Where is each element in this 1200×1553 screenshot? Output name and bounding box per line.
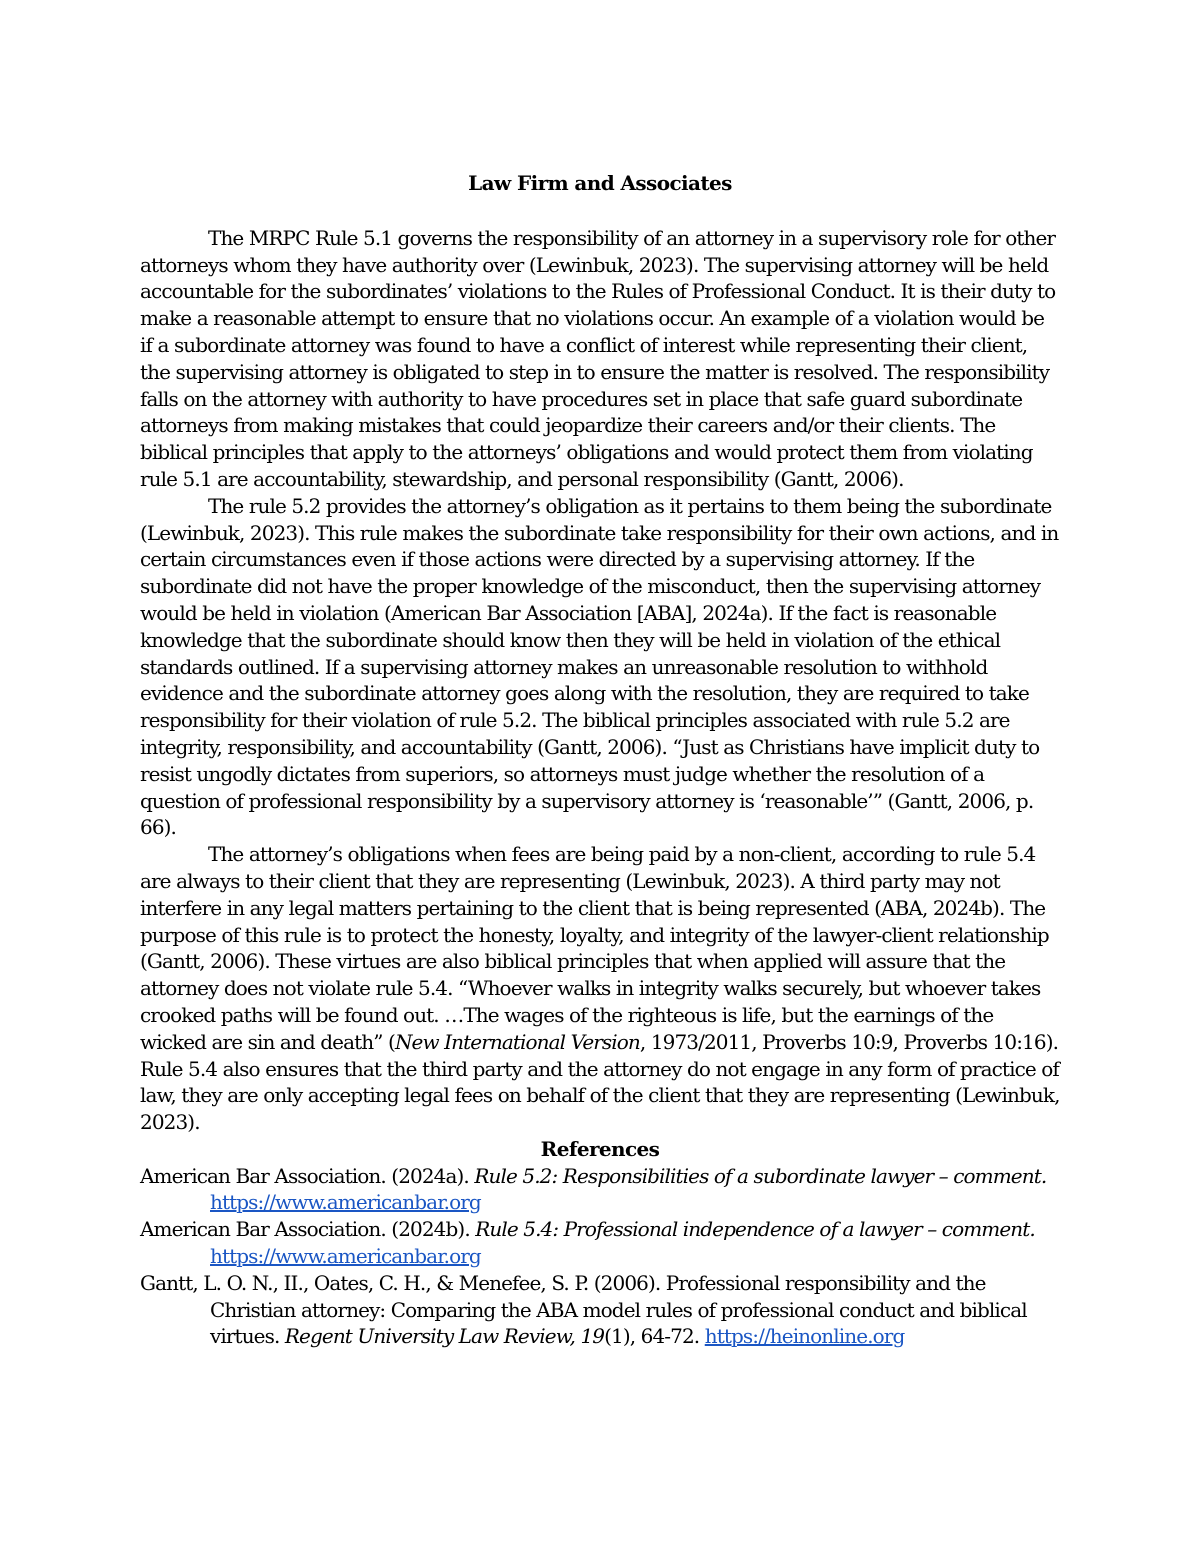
reference-1-title: Rule 5.2: Responsibilities of a subordinate lawyer – comment. — [474, 1163, 1047, 1188]
reference-2-author-date: American Bar Association. (2024b). — [140, 1217, 476, 1242]
reference-3-journal: Regent University Law Review, 19 — [284, 1324, 605, 1349]
reference-item — [140, 1163, 1060, 1217]
reference-item — [140, 1216, 1060, 1270]
paragraph-3-text-start: The attorney’s obligations when fees are being paid by a non-client, according to rule 5.4 are always to their client that they are representing (Lewinbuk, 2023). A third party may not interfere in any legal matters pertaining to the client that is being represented (ABA, 2024b). The purpose of this rule is to protect the honesty, loyalty, and integrity of the lawyer-client relationship (Gantt, 2006). These virtues are also biblical principles that when applied will assure that the attorney does not violate rule 5.4. “Whoever walks in integrity walks securely, but whoever takes crooked paths will be found out. …The wages of the righteous is life, but the earnings of the wicked are sin and death” ( — [140, 842, 1049, 1054]
body-paragraph-1: The MRPC Rule 5.1 governs the responsibility of an attorney in a supervisory role for other attorneys whom they have authority over (Lewinbuk, 2023). The supervising attorney will be held accountable for the subordinates’ violations to the Rules of Professional Conduct. It is their duty to make a reasonable attempt to ensure that no violations occur. An example of a violation would be if a subordinate attorney was found to have a conflict of interest while representing their client, the supervising attorney is obligated to step in to ensure the matter is resolved. The responsibility falls on the attorney with authority to have procedures set in place that safe guard subordinate attorneys from making mistakes that could jeopardize their careers and/or their clients. The biblical principles that apply to the attorneys’ obligations and would protect them from violating rule 5.1 are accountability, stewardship, and personal responsibility (Gantt, 2006). — [140, 225, 1056, 491]
reference-2-title: Rule 5.4: Professional independence of a lawyer – comment. — [475, 1217, 1035, 1242]
reference-3-issue-pages: (1), 64-72. — [604, 1324, 705, 1349]
document-page — [140, 170, 1060, 1350]
reference-1-author-date: American Bar Association. (2024a). — [140, 1163, 475, 1188]
references-heading: References — [540, 1136, 660, 1161]
body-paragraph-3 — [140, 841, 1060, 1136]
document-title: Law Firm and Associates — [468, 171, 732, 195]
paragraph-3-bible-version: New International Version — [394, 1029, 640, 1054]
reference-3-author-title: Gantt, L. O. N., II., Oates, C. H., & Menefee, S. P. (2006). Professional responsibility and the Christian attorney: Comparing the ABA model rules of professional conduct and biblical virtues. — [140, 1270, 1027, 1349]
body-paragraph-2: The rule 5.2 provides the attorney’s obligation as it pertains to them being the subordinate (Lewinbuk, 2023). This rule makes the subordinate take responsibility for their own actions, and in certain circumstances even if those actions were directed by a supervising attorney. If the subordinate did not have the proper knowledge of the misconduct, then the supervising attorney would be held in violation (American Bar Association [ABA], 2024a). If the fact is reasonable knowledge that the subordinate should know then they will be held in violation of the ethical standards outlined. If a supervising attorney makes an unreasonable resolution to withhold evidence and the subordinate attorney goes along with the resolution, they are required to take responsibility for their violation of rule 5.2. The biblical principles associated with rule 5.2 are integrity, responsibility, and accountability (Gantt, 2006). “Just as Christians have implicit duty to resist ungodly dictates from superiors, so attorneys must judge whether the resolution of a question of professional responsibility by a supervisory attorney is ‘reasonable’” (Gantt, 2006, p. 66). — [140, 493, 1059, 840]
paragraph-3-text-end: , 1973/2011, Proverbs 10:9, Proverbs 10:16). Rule 5.4 also ensures that the third party and the attorney do not engage in any form of practice of law, they are only accepting legal fees on behalf of the client that they are representing (Lewinbuk, 2023). — [140, 1029, 1060, 1135]
reference-item — [140, 1270, 1060, 1350]
reference-2-link[interactable]: https://www.americanbar.org — [210, 1244, 481, 1269]
reference-1-link[interactable]: https://www.americanbar.org — [210, 1190, 481, 1215]
reference-3-link[interactable]: https://heinonline.org — [704, 1324, 905, 1349]
